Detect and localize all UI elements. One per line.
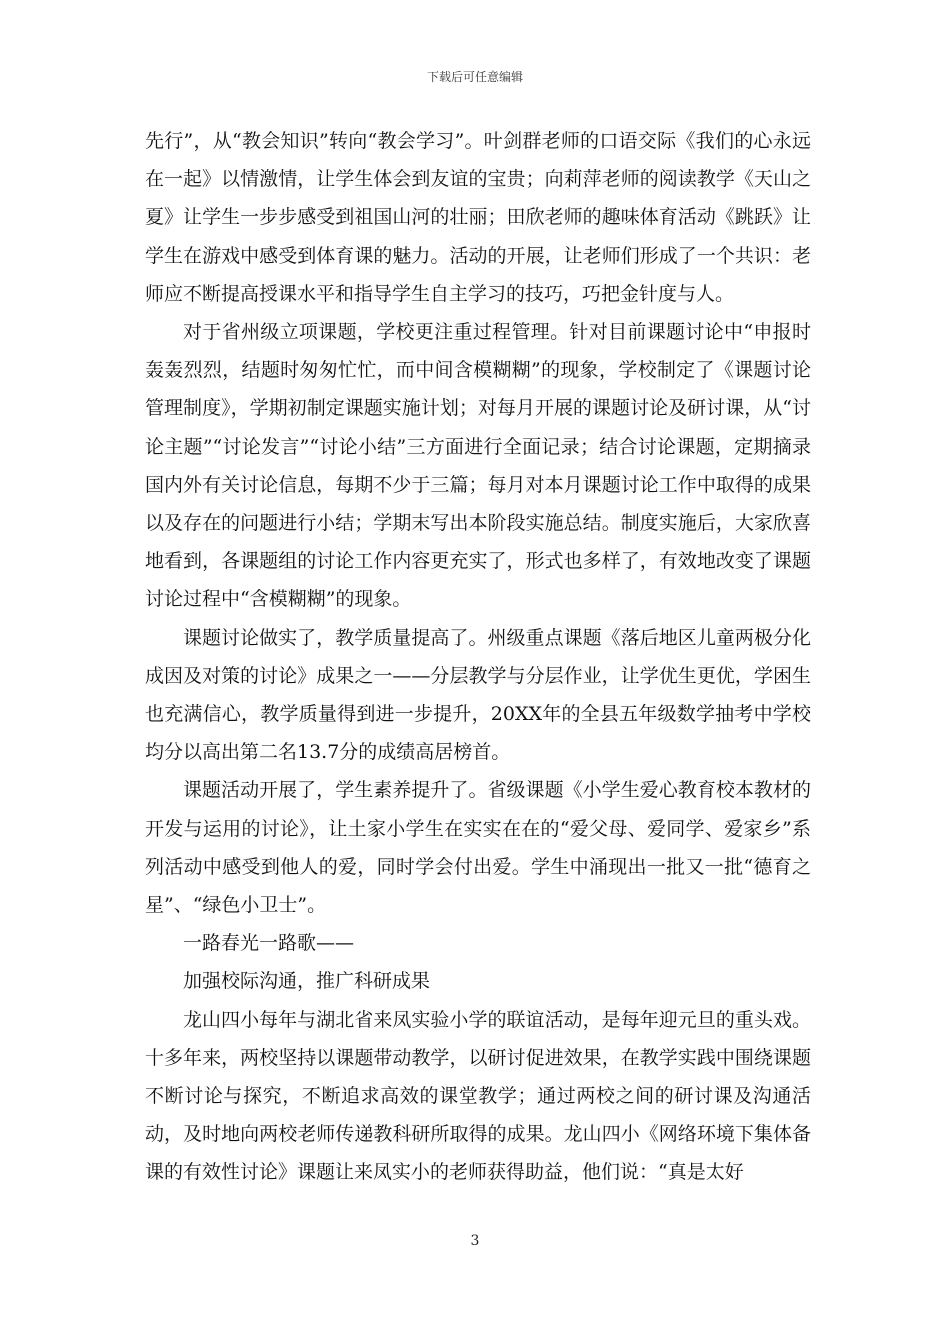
paragraph-2: 对于省州级立项课题，学校更注重过程管理。针对目前课题讨论中“申报时轰轰烈烈，结题时匆匆忙忙，而中间含模糊糊”的现象，学校制定了《课题讨论管理制度》，学期初制定课题实施计划；对每月开展的课题讨论及研讨课，从“讨论主题”“讨论发言”“讨论小结”三方面进行全面记录；结合讨论课题，定期摘录国内外有关讨论信息，每期不少于三篇；每月对本月课题讨论工作中取得的成果以及存在的问题进行小结；学期末写出本阶段实施总结。制度实施后，大家欣喜地看到，各课题组的讨论工作内容更充实了，形式也多样了，有效地改变了课题讨论过程中“含模糊糊”的现象。 [145, 321, 811, 611]
page-number: 3 [470, 1233, 480, 1249]
paragraph-1: 先行”，从“教会知识”转向“教会学习”。叶剑群老师的口语交际《我们的心永远在一起》以情激情，让学生体会到友谊的宝贵；向莉萍老师的阅读教学《天山之夏》让学生一步步感受到祖国山河的壮丽；田欣老师的趣味体育活动《跳跃》让学生在游戏中感受到体育课的魅力。活动的开展，让老师们形成了一个共识：老师应不断提高授课水平和指导学生自主学习的技巧，巧把金针度与人。 [145, 130, 811, 305]
page-header: 下载后可任意编辑 [426, 70, 523, 84]
section-subtitle-1: 一路春光一路歌—— [183, 932, 355, 955]
paragraph-5: 龙山四小每年与湖北省来凤实验小学的联谊活动，是每年迎元旦的重头戏。十多年来，两校坚持以课题带动教学，以研讨促进效果，在教学实践中围绕课题不断讨论与探究，不断追求高效的课堂教学；通过两校之间的研讨课及沟通活动，及时地向两校老师传递教科研所取得的成果。龙山四小《网络环境下集体备课的有效性讨论》课题让来凤实小的老师获得助益，他们说：“真是太好 [145, 1008, 811, 1184]
section-subtitle-2: 加强校际沟通，推广科研成果 [183, 970, 431, 993]
paragraph-4: 课题活动开展了，学生素养提升了。省级课题《小学生爱心教育校本教材的开发与运用的讨论》，让土家小学生在实实在在的“爱父母、爱同学、爱家乡”系列活动中感受到他人的爱，同时学会付出爱。学生中涌现出一批又一批“德育之星”、“绿色小卫士”。 [145, 779, 811, 917]
body-text [145, 122, 811, 1192]
paragraph-3: 课题讨论做实了，教学质量提高了。州级重点课题《落后地区儿童两极分化成因及对策的讨论》成果之一——分层教学与分层作业，让学优生更优，学困生也充满信心，教学质量得到进一步提升，20XX年的全县五年级数学抽考中学校均分以高出第二名13.7分的成绩高居榜首。 [145, 626, 811, 764]
